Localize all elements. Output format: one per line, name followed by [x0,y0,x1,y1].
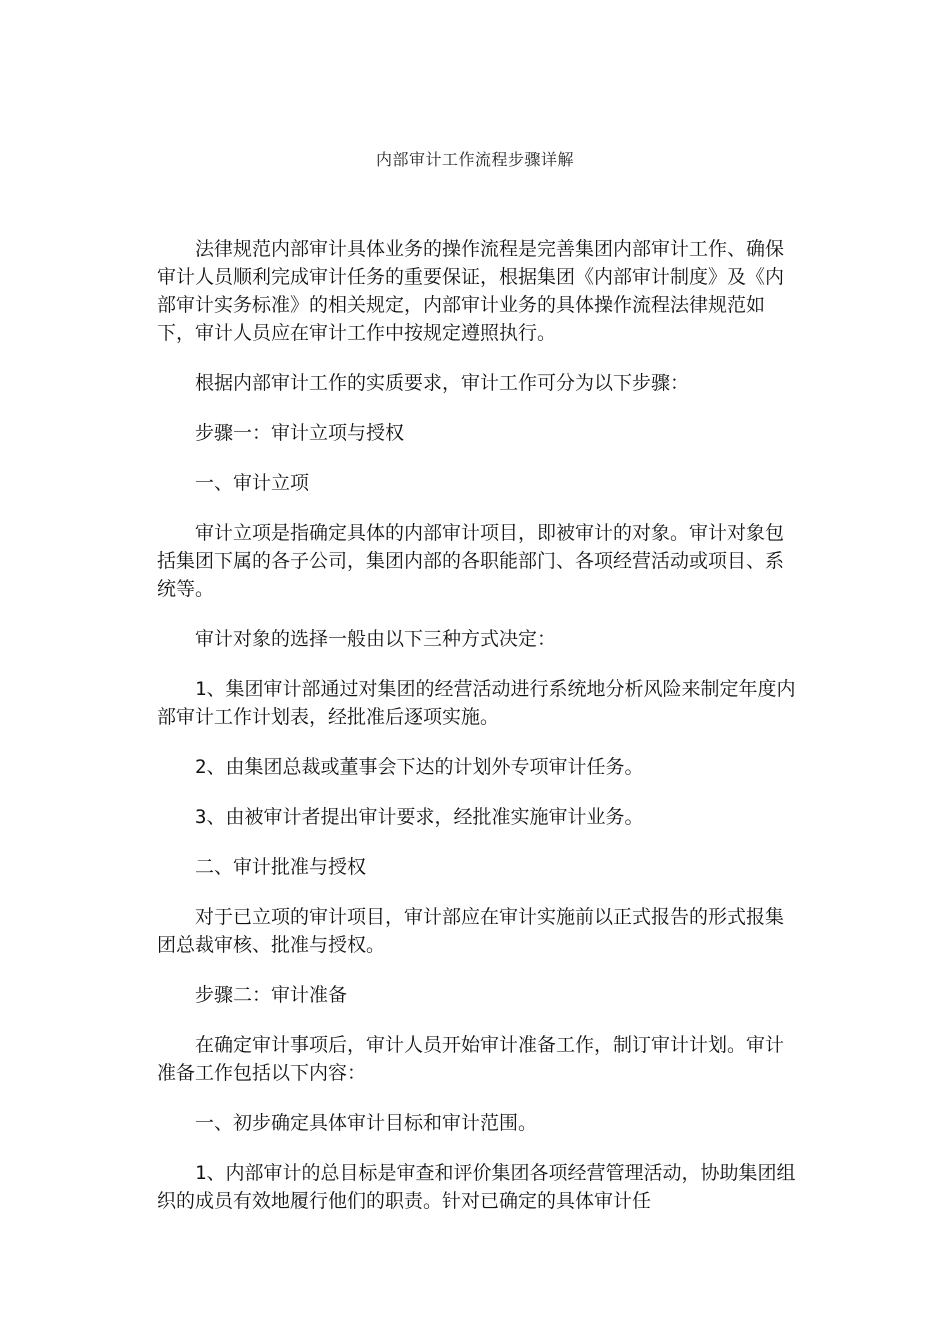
document-title: 内部审计工作流程步骤详解 [375,150,574,169]
paragraph: 在确定审计事项后，审计人员开始审计准备工作，制订审计计划。审计准备工作包括以下内容： [157,1034,785,1084]
subsection-heading: 一、初步确定具体审计目标和审计范围。 [195,1112,538,1134]
document-body [157,235,797,1237]
paragraph: 对于已立项的审计项目，审计部应在审计实施前以正式报告的形式报集团总裁审核、批准与授权。 [157,906,785,956]
list-item: 1、内部审计的总目标是审查和评价集团各项经营管理活动，协助集团组织的成员有效地履行他们的职责。针对已确定的具体审计任 [157,1162,796,1212]
paragraph: 审计对象的选择一般由以下三种方式决定： [195,628,557,650]
paragraph: 根据内部审计工作的实质要求，审计工作可分为以下步骤： [195,372,690,394]
subsection-heading: 二、审计批准与授权 [195,856,367,878]
list-item: 2、由集团总裁或董事会下达的计划外专项审计任务。 [195,756,644,778]
list-item: 3、由被审计者提出审计要求，经批准实施审计业务。 [195,806,644,828]
paragraph: 法律规范内部审计具体业务的操作流程是完善集团内部审计工作、确保审计人员顺利完成审计任务的重要保证，根据集团《内部审计制度》及《内部审计实务标准》的相关规定，内部审计业务的具体操作流程法律规范如下，审计人员应在审计工作中按规定遵照执行。 [157,238,785,344]
list-item: 1、集团审计部通过对集团的经营活动进行系统地分析风险来制定年度内部审计工作计划表，经批准后逐项实施。 [157,678,796,728]
section-heading: 步骤一：审计立项与授权 [195,422,405,444]
subsection-heading: 一、审计立项 [195,472,310,494]
section-heading: 步骤二：审计准备 [195,984,348,1006]
paragraph: 审计立项是指确定具体的内部审计项目，即被审计的对象。审计对象包括集团下属的各子公司，集团内部的各职能部门、各项经营活动或项目、系统等。 [157,522,785,600]
